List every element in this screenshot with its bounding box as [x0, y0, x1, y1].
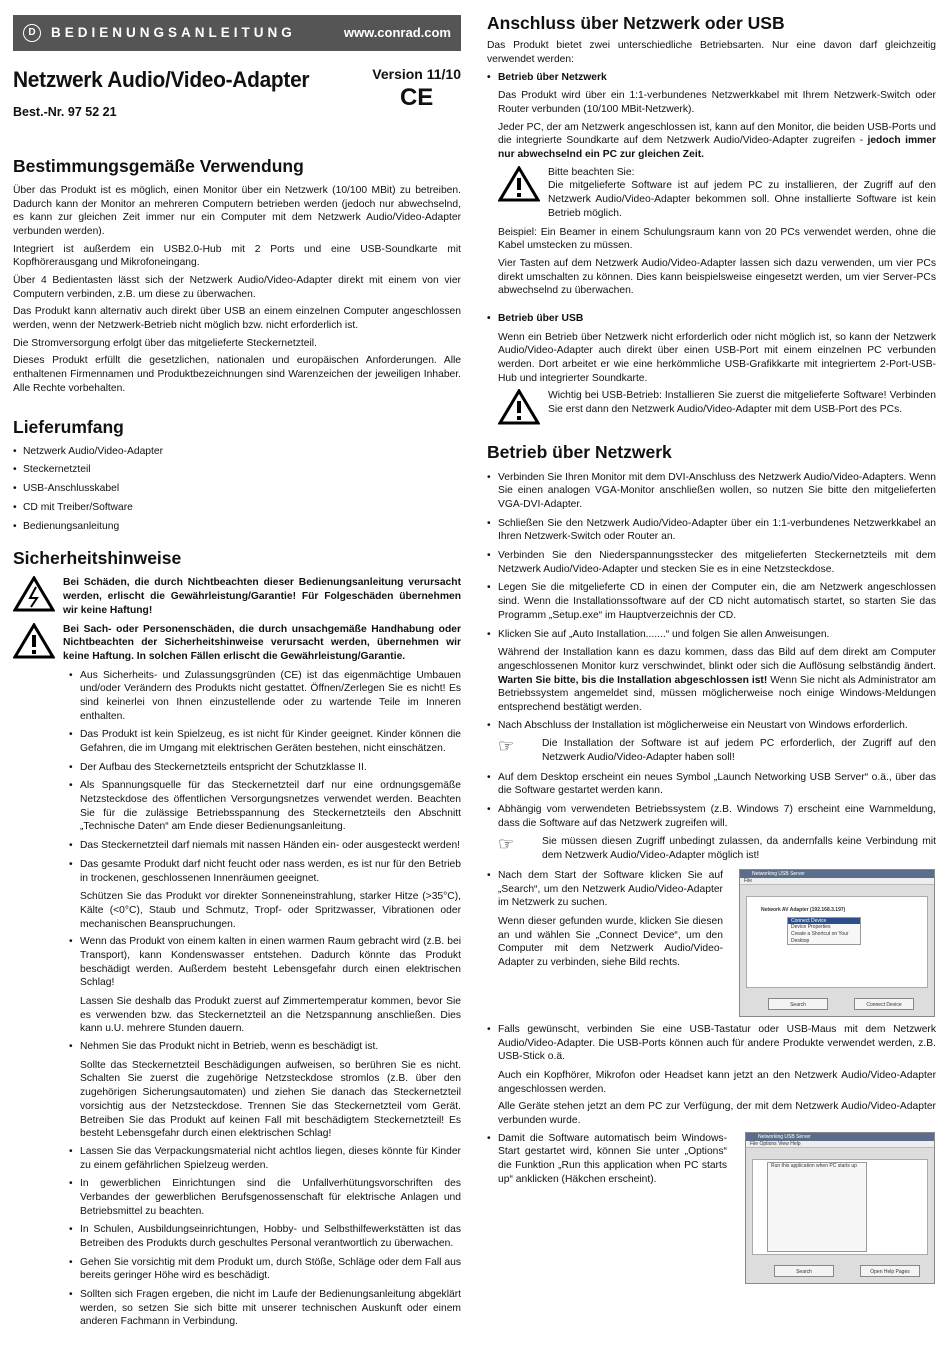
paragraph: Über 4 Bedientasten lässt sich der Netzwerk Audio/Video-Adapter direkt mit einem von vier Computern verbinden, z.B. um diese zu überwachen. [13, 275, 461, 300]
safety-list [13, 669, 461, 1330]
warning-body: Die mitgelieferte Software ist auf jedem PC zu installieren, der Zugriff auf den Netzwerk Audio/Video-Adapter bekommen soll. Ohne installierte Software ist kein Betrieb möglich. [548, 180, 936, 219]
list-item: • Verbinden Sie Ihren Monitor mit dem DVI-Anschluss des Netzwerk Audio/Video-Adapters. Wenn Sie einen analogen VGA-Monitor anschließen wollen, so nutzen Sie bitte den mitgelieferten VGA-DVI-Adapter. [487, 471, 936, 512]
paragraph: Das Produkt kann alternativ auch direkt über USB an einem einzelnen Computer angeschlossen werden, wenn der Netzwerk-Betrieb nicht möglich bzw. nicht erforderlich ist. [13, 306, 461, 332]
paragraph: Das Produkt wird über ein 1:1-verbundenes Netzwerkkabel mit Ihrem Netzwerk-Switch oder Router verbunden (10/100 MBit-Netzwerk). [498, 90, 936, 116]
menu-bar: File [740, 878, 934, 885]
search-button: Search [774, 1265, 834, 1277]
header-bar [13, 15, 461, 51]
paragraph: Das Produkt bietet zwei unterschiedliche Betriebsarten. Nur eine davon darf gleichzeitig verwendet werden: [487, 40, 936, 65]
list-item-sub: Sollte das Steckernetzteil Beschädigungen aufweisen, so berühren Sie es nicht. Schalten Sie zuerst die zugehörige Netzsteckdose stromlos (z.B. über den zugehörigen Sicherungsautomaten) und ziehen Sie danach das Steckernetzteil vorsichtig aus der Netzsteckdose. Trennen Sie das Steckernetzteil vom Gerät. Betreiben Sie das Produkt auf keinen Fall mit beschädigtem Steckernetzteil! Es besteht Lebensgefahr durch einen elektrischen Schlag! [80, 1059, 461, 1140]
list-item: • Steckernetzteil [13, 463, 461, 477]
version-block [372, 65, 461, 110]
list-item-sub: Alle Geräte stehen jetzt an dem PC zur Verfügung, der mit dem Netzwerk Audio/Video-Adapter verbunden wurde. [498, 1101, 936, 1126]
menu-item-connect: Connect Device [788, 918, 860, 925]
warning-icon [498, 389, 540, 425]
pointing-hand-icon: ☞ [498, 736, 515, 757]
list-item-sub: Auch ein Kopfhörer, Mikrofon oder Headset kann jetzt an den Netzwerk Audio/Video-Adapter angeschlossen werden. [498, 1069, 936, 1095]
section-title: Betrieb über Netzwerk [487, 442, 672, 463]
list-item: • In Schulen, Ausbildungseinrichtungen, Hobby- und Selbsthilfewerkstätten ist das Betreiben des Produkts durch geschultes Personal verantwortlich zu überwachen. [69, 1223, 461, 1250]
list-item: • CD mit Treiber/Software [13, 501, 461, 515]
list-item: • Aus Sicherheits- und Zulassungsgründen (CE) ist das eigenmächtige Umbauen und/oder Verändern des Produkts nicht gestattet. Öffnen/Zerlegen Sie es nicht! Es sind keinerlei von Ihnen einzustellende oder zu wartende Teile im Inneren enthalten. [69, 669, 461, 724]
list-item: • Klicken Sie auf „Auto Installation.......“ und folgen Sie allen Anweisungen. [487, 628, 936, 642]
help-button: Open Help Pages [860, 1265, 920, 1277]
text-span-bold: jedoch immer nur abwechselnd ein PC zur gleichen Zeit. [498, 135, 936, 161]
context-menu [787, 917, 861, 946]
order-number: Best.-Nr. 97 52 21 [13, 105, 117, 119]
title-row [13, 65, 461, 110]
figure-text [487, 1132, 727, 1284]
connect-device-button: Connect Device [854, 998, 914, 1010]
list-item: • Verbinden Sie den Niederspannungsstecker des mitgelieferten Steckernetzteils mit dem Netzwerk Audio/Video-Adapter und stecken Sie es in eine Netzsteckdose. [487, 549, 936, 576]
list-item: • Lassen Sie das Verpackungsmaterial nicht achtlos liegen, dieses könnte für Kinder zu einem gefährlichen Spielzeug werden. [69, 1145, 461, 1172]
figure-row [487, 1132, 936, 1284]
paragraph: Vier Tasten auf dem Netzwerk Audio/Video-Adapter lassen sich dazu verwenden, um vier PCs direkt umschalten zu können. Dies kann beispielsweise eingesetzt werden, um vier Server-PCs abwechselnd zu überwachen. [498, 257, 936, 297]
text-span: Jeder PC, der am Netzwerk angeschlossen ist, kann auf den Monitor, die beiden USB-Ports und die integrierte Soundkarte auf dem Netzwerk Audio/Video-Adapter zugreifen - [498, 121, 936, 147]
list-item-sub: Schützen Sie das Produkt vor direkter Sonneneinstrahlung, starker Hitze (>35°C), Kälte (<0°C), Staub und Schmutz, Tropf- oder Spritzwasser, Vibrationen oder mechanischen Beanspruchungen. [80, 891, 461, 930]
list-item: • Der Aufbau des Steckernetzteils entspricht der Schutzklasse II. [69, 761, 461, 775]
list-item: • Bedienungsanleitung [13, 520, 461, 534]
screenshot-search [739, 869, 935, 1017]
warning-row [13, 623, 461, 664]
note-text: Sie müssen diesen Zugriff unbedingt zulassen, da andernfalls keine Verbindung mit dem Netzwerk Audio/Video-Adapter möglich ist! [542, 836, 936, 862]
device-list [746, 896, 928, 988]
window-title: Networking USB Server [746, 1133, 934, 1141]
paragraph: Über das Produkt ist es möglich, einen Monitor über ein Netzwerk (10/100 MBit) zu betreiben. Dadurch kann der Monitor an mehreren Computern betrieben werden (jedoch nur abwechselnd, es kann zur gleichen Zeit immer nur ein Computer mit dem Netzwerk Audio/Video-Adapter verbunden werden). [13, 184, 461, 237]
warning-row [13, 576, 461, 617]
list-item: • Als Spannungsquelle für das Steckernetzteil darf nur eine ordnungsgemäße Netzsteckdose des öffentlichen Versorgungsnetzes verwendet werden. Beachten Sie für die zulässige Betriebsspannung des Steckernetzteils den Abschnitt „Technische Daten“ am Ende dieser Bedienungsanleitung. [69, 779, 461, 834]
menu-item-autostart: Run this application when PC starts up [771, 1162, 857, 1169]
paragraph: Wenn ein Betrieb über Netzwerk nicht erforderlich oder nicht möglich ist, so kann der Netzwerk Audio/Video-Adapter auch direkt über einen USB-Port mit einem einzelnen PC verbunden werden. Dort arbeitet er wie eine herkömmliche USB-Grafikkarte mit integriertem 2-Port-USB-Hub und integrierter Soundkarte. [498, 331, 936, 384]
country-badge: D [23, 24, 41, 42]
list-item: • Das Produkt ist kein Spielzeug, es ist nicht für Kinder geeignet. Kinder können die Gefahren, die im Umgang mit elektrischen Geräten bestehen, nicht einschätzen. [69, 728, 461, 755]
list-item: • Wenn das Produkt von einem kalten in einen warmen Raum gebracht wird (z.B. bei Transport), kann Kondenswasser entstehen. Dadurch könnte das Produkt beschädigt werden. Außerdem besteht Lebensgefahr durch einen elektrischen Schlag! [69, 935, 461, 990]
list-item: • Nach dem Start der Software klicken Sie auf „Search“, um den Netzwerk Audio/Video-Adapter im Netzwerk zu suchen. [487, 869, 723, 910]
device-list [752, 1159, 928, 1255]
note-row [498, 737, 936, 764]
list-item: • USB-Anschlusskabel [13, 482, 461, 496]
text-span: Während der Installation kann es dazu kommen, dass das Bild auf dem direkt am Computer angeschlossenen Monitor kurz verschwindet, blinkt oder sich die Auflösung selbständig ändert. [498, 647, 936, 672]
note-row [498, 835, 936, 862]
warning-text: Bei Schäden, die durch Nichtbeachten dieser Bedienungsanleitung verursacht werden, erlischt die Gewährleistung/Garantie! Für Folgeschäden übernehmen wir keine Haftung! [63, 577, 461, 616]
figure-text [487, 869, 723, 1017]
list-item: • Damit die Software automatisch beim Windows-Start gestartet wird, können Sie unter „Options“ die Funktion „Run this application when PC starts up“ anklicken (Häkchen erscheint). [487, 1132, 727, 1187]
list-item: • Das Steckernetzteil darf niemals mit nassen Händen ein- oder ausgesteckt werden! [69, 839, 461, 853]
list-item: • Abhängig vom verwendeten Betriebssystem (z.B. Windows 7) erscheint eine Warnmeldung, dass die Software auf das Netzwerk zugreifen will. [487, 803, 936, 830]
warning-row [487, 389, 936, 425]
figure-row [487, 869, 936, 1017]
electric-hazard-icon [13, 576, 55, 612]
list-item: • Gehen Sie vorsichtig mit dem Produkt um, durch Stöße, Schläge oder dem Fall aus bereits geringer Höhe wird es beschädigt. [69, 1256, 461, 1283]
text-span: Wenn Sie nicht als Administrator am Betriebssystem angemeldet sind, müssen möglicherweise noch einige Windows-Meldungen entsprechend bestätigt werden. [498, 674, 936, 713]
ce-mark-icon: CE [399, 83, 434, 111]
warning-icon [13, 623, 55, 659]
search-button: Search [768, 998, 828, 1010]
right-column [487, 0, 936, 1284]
doc-title: Netzwerk Audio/Video-Adapter [13, 67, 310, 92]
text-span-bold: Warten Sie bitte, bis die Installation abgeschlossen ist! [498, 674, 768, 686]
list-item-sub: Lassen Sie deshalb das Produkt zuerst auf Zimmertemperatur kommen, bevor Sie es verwenden bzw. das Steckernetzteil an die Netzspannung anschließen. Dies kann u.U. mehrere Stunden dauern. [80, 996, 461, 1035]
paragraph [487, 121, 936, 162]
window-title: Networking USB Server [740, 870, 934, 878]
list-item: • Legen Sie die mitgelieferte CD in einen der Computer ein, die am Netzwerk angeschlossen sind. Wenn die Installationssoftware auf der CD nicht automatisch startet, so starten Sie das Programm „Setup.exe“ im Hauptverzeichnis der CD. [487, 581, 936, 622]
list-item: • Falls gewünscht, verbinden Sie eine USB-Tastatur oder USB-Maus mit dem Netzwerk Audio/Video-Adapter. Die USB-Ports können auch für andere Produkte verwendet werden, z.B. USB-Stick o.ä. [487, 1023, 936, 1064]
screenshot-options [745, 1132, 935, 1284]
left-column [13, 0, 461, 1334]
list-item: • In gewerblichen Einrichtungen sind die Unfallverhütungsvorschriften des Verbandes der gewerblichen Berufsgenossenschaft für elektrische Anlagen und Betriebsmittel zu beachten. [69, 1177, 461, 1218]
list-item: • Schließen Sie den Netzwerk Audio/Video-Adapter über ein 1:1-verbundenes Netzwerkkabel an Ihren Netzwerk-Switch oder Router an. [487, 517, 936, 544]
paragraph: Die Stromversorgung erfolgt über das mitgelieferte Steckernetzteil. [13, 337, 317, 349]
list-item: • Auf dem Desktop erscheint ein neues Symbol „Launch Networking USB Server“ o.ä., über das die Software gestartet werden kann. [487, 771, 936, 798]
warning-heading: Bitte beachten Sie: [548, 166, 635, 178]
section-title: Sicherheitshinweise [13, 548, 182, 569]
list-item: • Nehmen Sie das Produkt nicht in Betrieb, wenn es beschädigt ist. [69, 1040, 461, 1054]
list-block [487, 1023, 936, 1128]
warning-row [487, 166, 936, 221]
subsection-heading: • Betrieb über USB [487, 312, 936, 326]
note-text: Die Installation der Software ist auf jedem PC erforderlich, der Zugriff auf den Netzwerk Audio/Video-Adapter haben soll! [542, 738, 936, 764]
version-label: Version 11/10 [372, 66, 461, 82]
header-url[interactable]: www.conrad.com [343, 25, 451, 41]
section-title: Bestimmungsgemäße Verwendung [13, 155, 304, 176]
subsection-heading: • Betrieb über Netzwerk [487, 71, 936, 85]
list-item: • Das gesamte Produkt darf nicht feucht oder nass werden, es ist nur für den Betrieb in trockenen, geschlossenen Innenräumen geeignet. [69, 858, 461, 885]
warning-text [548, 166, 936, 221]
section-title: Anschluss über Netzwerk oder USB [487, 13, 785, 33]
menu-bar: File Options View Help [746, 1141, 934, 1148]
section-title: Lieferumfang [13, 416, 124, 437]
list-item: • Nach Abschluss der Installation ist möglicherweise ein Neustart von Windows erforderlich. [487, 719, 936, 733]
warning-icon [498, 166, 540, 202]
list-item: • Sollten sich Fragen ergeben, die nicht im Laufe der Bedienungsanleitung abgeklärt werden, so setzen Sie sich bitte mit unserer technischen Auskunft oder einem anderen Fachmann in Verbindung. [69, 1288, 461, 1329]
list-item: • Netzwerk Audio/Video-Adapter [13, 445, 461, 459]
list-item-sub [487, 646, 936, 714]
warning-text: Bei Sach- oder Personenschäden, die durch unsachgemäße Handhabung oder Nichtbeachten der Sicherheitshinweise verursacht werden, übernehmen wir keine Haftung. In solchen Fällen erlischt die Gewährleistung/Garantie. [63, 623, 461, 662]
header-title: BEDIENUNGSANLEITUNG [51, 25, 296, 41]
pointing-hand-icon: ☞ [498, 834, 515, 855]
menu-item-shortcut: Create a Shortcut on Your Desktop [791, 931, 849, 944]
paragraph: Dieses Produkt erfüllt die gesetzlichen, nationalen und europäischen Anforderungen. Alle enthaltenen Firmennamen und Produktbezeichnungen sind Warenzeichen der jeweiligen Inhaber. Alle Rechte vorbehalten. [13, 355, 461, 394]
warning-text: Wichtig bei USB-Betrieb: Installieren Sie zuerst die mitgelieferte Software! Verbinden Sie erst dann den Netzwerk Audio/Video-Adapter mit dem USB-Port des PCs. [548, 390, 936, 416]
list-item-sub: Wenn dieser gefunden wurde, klicken Sie diesen an und wählen Sie „Connect Device“, um den Computer mit dem Netzwerk Audio/Video-Adapter zu verbinden, siehe Bild rechts. [498, 915, 723, 968]
device-entry: Network AV Adapter (192.168.3.197) [761, 906, 846, 913]
paragraph: Integriert ist außerdem ein USB2.0-Hub mit 2 Ports und eine USB-Soundkarte mit Kopfhörerausgang und Mikrofoneingang. [13, 243, 461, 269]
delivery-list [13, 445, 461, 533]
paragraph: Beispiel: Ein Beamer in einem Schulungsraum kann von 20 PCs verwendet werden, ohne die Kabel umstecken zu müssen. [498, 226, 936, 252]
options-menu [767, 1162, 867, 1252]
menu-item-properties: Device Properties [791, 924, 831, 931]
